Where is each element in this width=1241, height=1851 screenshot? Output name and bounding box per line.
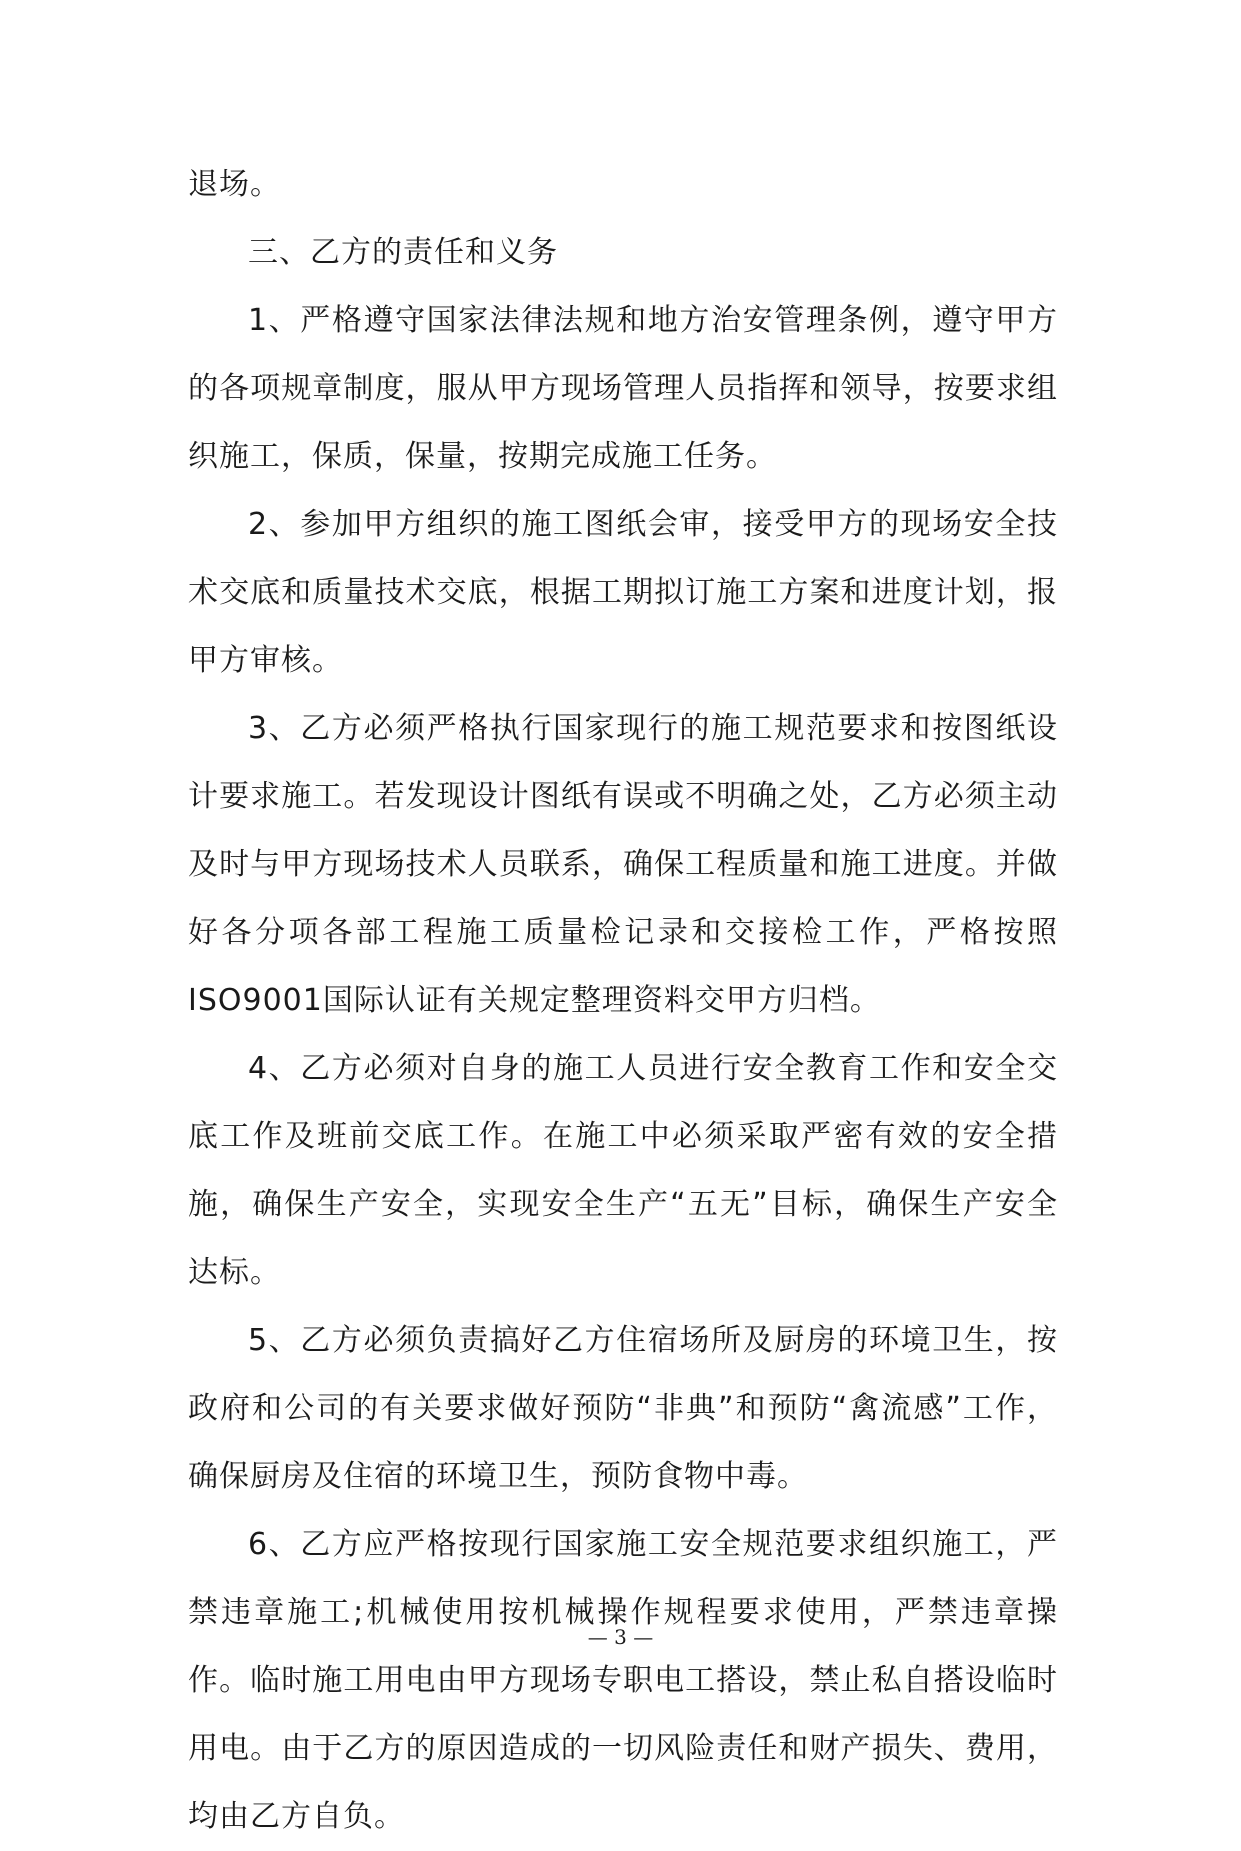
paragraph-continuation: 退场。 [188,167,281,202]
section-heading: 三、乙方的责任和义务 [248,235,558,270]
clause-4: 4、乙方必须对自身的施工人员进行安全教育工作和安全交底工作及班前交底工作。在施工中必须采取严密有效的安全措施，确保生产安全，实现安全生产“五无”目标，确保生产安全达标。 [188,1051,1058,1290]
document-body [188,151,1058,1851]
clause-6: 6、乙方应严格按现行国家施工安全规范要求组织施工，严禁违章施工;机械使用按机械操作规程要求使用，严禁违章操作。临时施工用电由甲方现场专职电工搭设，禁止私自搭设临时用电。由于乙方的原因造成的一切风险责任和财产损失、费用，均由乙方自负。 [188,1527,1058,1834]
page-number: — 3 — [587,1625,654,1649]
clause-1: 1、严格遵守国家法律法规和地方治安管理条例，遵守甲方的各项规章制度，服从甲方现场管理人员指挥和领导，按要求组织施工，保质，保量，按期完成施工任务。 [188,303,1058,474]
clause-2: 2、参加甲方组织的施工图纸会审，接受甲方的现场安全技术交底和质量技术交底，根据工期拟订施工方案和进度计划，报甲方审核。 [188,507,1058,678]
clause-3: 3、乙方必须严格执行国家现行的施工规范要求和按图纸设计要求施工。若发现设计图纸有误或不明确之处，乙方必须主动及时与甲方现场技术人员联系，确保工程质量和施工进度。并做好各分项各部工程施工质量检记录和交接检工作，严格按照ISO9001国际认证有关规定整理资料交甲方归档。 [188,711,1058,1018]
clause-5: 5、乙方必须负责搞好乙方住宿场所及厨房的环境卫生，按政府和公司的有关要求做好预防“非典”和预防“禽流感”工作，确保厨房及住宿的环境卫生，预防食物中毒。 [188,1323,1058,1494]
